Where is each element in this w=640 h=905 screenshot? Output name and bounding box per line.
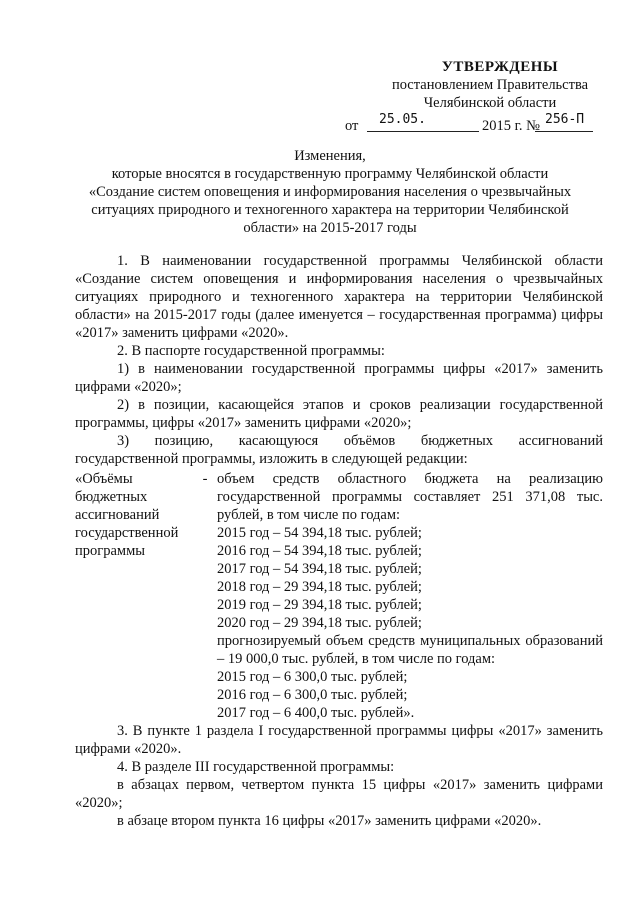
paragraph-2-2: 2) в позиции, касающейся этапов и сроков реализации государственной программы, цифры «2017» заменить цифрами «2020»;	[75, 397, 603, 431]
approval-date-row	[345, 113, 595, 133]
number-underline	[535, 131, 593, 132]
table-left-line: государственной	[75, 525, 179, 541]
heading-line1: Изменения,	[294, 148, 366, 164]
paragraph-4-2: в абзаце втором пункта 16 цифры «2017» заменить цифрами «2020».	[117, 813, 542, 829]
budget-table	[75, 470, 603, 722]
table-year-line: 2017 год – 54 394,18 тыс. рублей;	[217, 561, 422, 577]
approval-year: 2015 г. №	[482, 118, 541, 134]
date-underline	[367, 131, 479, 132]
table-left-line: «Объёмы	[75, 471, 133, 487]
table-year-line: 2019 год – 29 394,18 тыс. рублей;	[217, 597, 422, 613]
document-body	[75, 252, 603, 830]
paragraph-2-3a: 3) позицию, касающуюся объёмов бюджетных ассигнований	[117, 433, 603, 449]
table-right-cell	[217, 470, 603, 722]
approval-line2: Челябинской области	[423, 95, 557, 111]
heading-line2: которые вносятся в государственную программу Челябинской области	[111, 166, 549, 182]
approval-number: 256-П	[545, 112, 585, 127]
approval-block	[345, 58, 595, 133]
approval-title: УТВЕРЖДЕНЫ	[441, 59, 559, 75]
approval-line1: постановлением Правительства	[391, 77, 589, 93]
paragraph-2: 2. В паспорте государственной программы:	[117, 343, 385, 359]
paragraph-1: 1. В наименовании государственной программы Челябинской области «Создание систем оповещения и информирования населения о чрезвычайных ситуациях природного и техногенного характера на территории Челябинской области» на 2015-2017 годы (далее именуется – государственная программа) цифры «2017» заменить цифрами «2020».	[75, 253, 603, 341]
paragraph-4: 4. В разделе III государственной программы:	[117, 759, 395, 775]
table-year-line: 2015 год – 54 394,18 тыс. рублей;	[217, 525, 422, 541]
paragraph-4-1: в абзацах первом, четвертом пункта 15 цифры «2017» заменить цифрами «2020»;	[75, 777, 603, 811]
table-left-line: ассигнований	[75, 507, 160, 523]
approval-ot: от	[345, 118, 359, 134]
table-dash: -	[202, 471, 208, 487]
table-left-line: программы	[75, 543, 145, 559]
table-year-line: 2016 год – 54 394,18 тыс. рублей;	[217, 543, 422, 559]
table-left-line: бюджетных	[75, 489, 148, 505]
table-municipal-intro: прогнозируемый объем средств муниципальных образований – 19 000,0 тыс. рублей, в том числе по годам:	[217, 633, 603, 667]
table-year-line: 2018 год – 29 394,18 тыс. рублей;	[217, 579, 422, 595]
paragraph-3: 3. В пункте 1 раздела I государственной программы цифры «2017» заменить цифрами «2020».	[75, 723, 603, 757]
table-year-line: 2020 год – 29 394,18 тыс. рублей;	[217, 615, 422, 631]
document-heading	[60, 147, 600, 237]
table-left-cell	[75, 470, 193, 722]
paragraph-2-1: 1) в наименовании государственной программы цифры «2017» заменить цифрами «2020»;	[75, 361, 603, 395]
paragraph-2-3b: государственной программы, изложить в следующей редакции:	[75, 451, 468, 467]
table-municipal-year: 2017 год – 6 400,0 тыс. рублей».	[217, 705, 415, 721]
heading-line4: ситуациях природного и техногенного характера на территории Челябинской	[91, 202, 569, 218]
approval-date: 25.05.	[379, 112, 426, 127]
heading-line3: «Создание систем оповещения и информирования населения о чрезвычайных	[88, 184, 572, 200]
table-intro: объем средств областного бюджета на реализацию государственной программы составляет 251 371,08 тыс. рублей, в том числе по годам:	[217, 471, 603, 523]
table-municipal-year: 2016 год – 6 300,0 тыс. рублей;	[217, 687, 408, 703]
heading-line5: области» на 2015-2017 годы	[243, 220, 417, 236]
table-municipal-year: 2015 год – 6 300,0 тыс. рублей;	[217, 669, 408, 685]
